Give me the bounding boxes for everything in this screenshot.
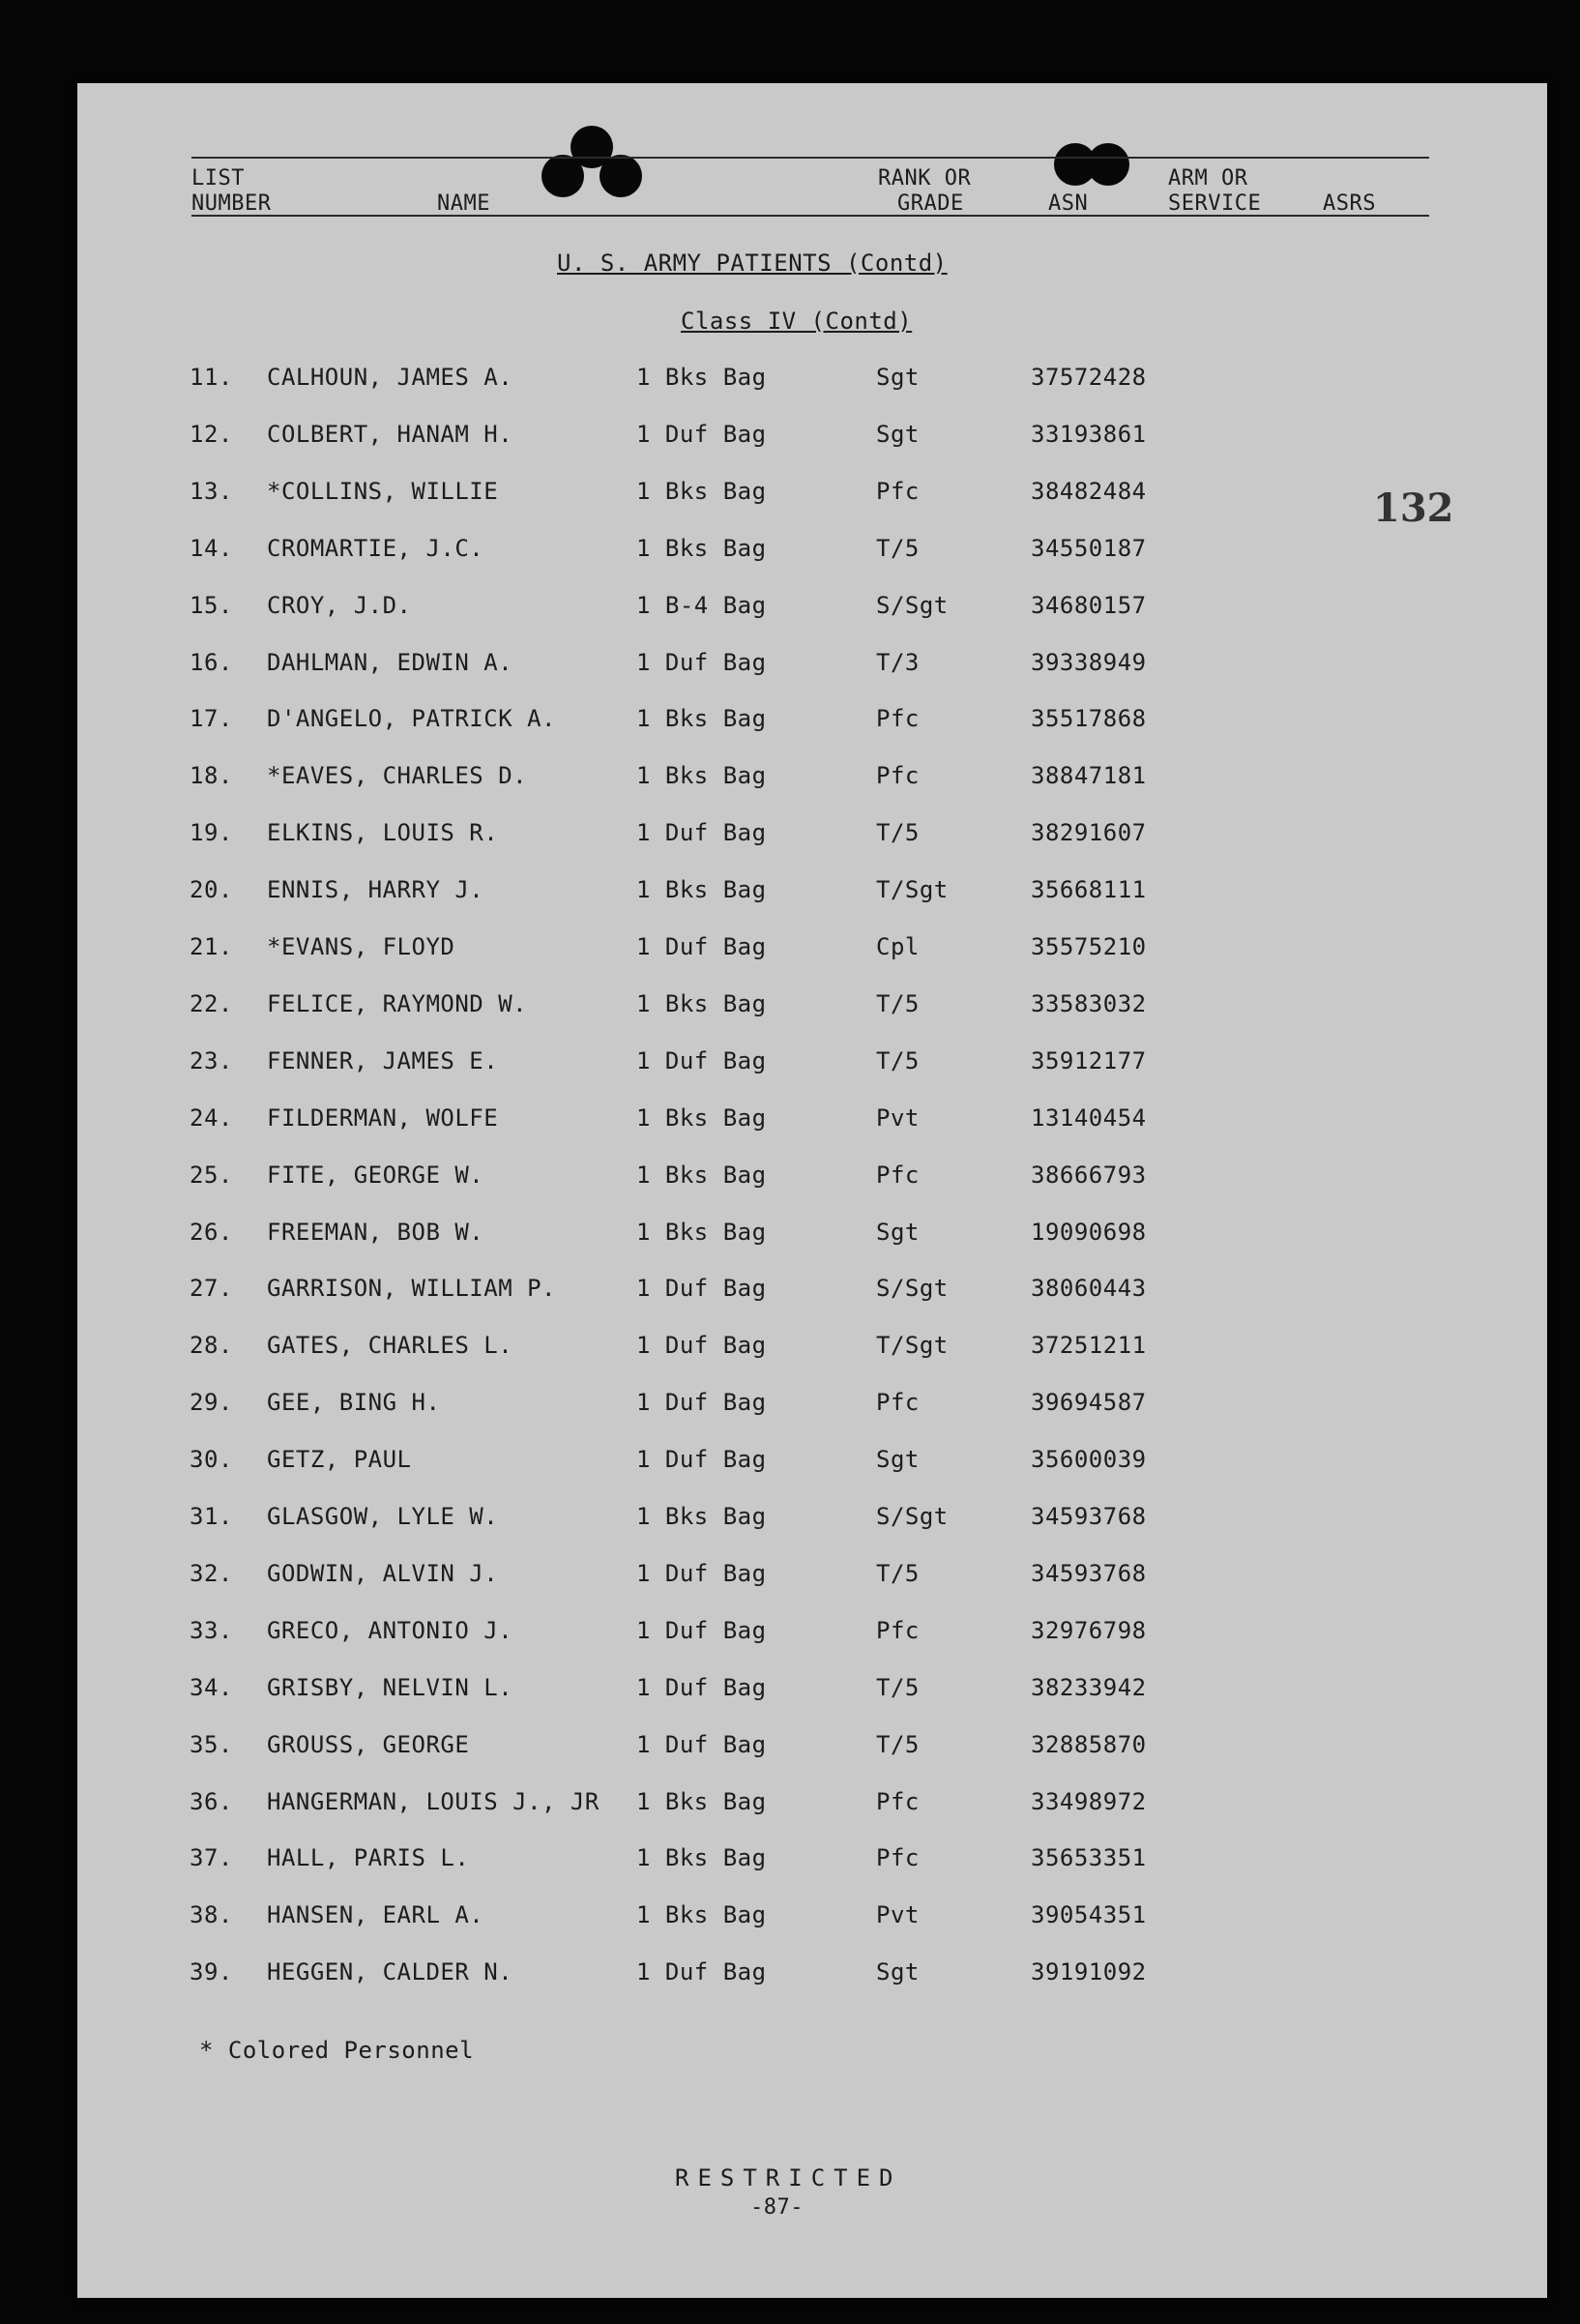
- row-name: HEGGEN, CALDER N.: [267, 1958, 513, 1986]
- table-row: [77, 364, 1547, 402]
- row-name: FENNER, JAMES E.: [267, 1047, 499, 1074]
- row-name: CROMARTIE, J.C.: [267, 535, 484, 562]
- row-rank: Pfc: [876, 1617, 920, 1644]
- row-rank: T/5: [876, 1560, 920, 1587]
- row-asn: 38060443: [1031, 1275, 1147, 1302]
- row-baggage: 1 Bks Bag: [636, 990, 767, 1017]
- row-name: GARRISON, WILLIAM P.: [267, 1275, 556, 1302]
- row-asn: 37572428: [1031, 364, 1147, 391]
- row-baggage: 1 Bks Bag: [636, 1162, 767, 1189]
- row-number: 13.: [190, 478, 233, 505]
- row-name: *COLLINS, WILLIE: [267, 478, 499, 505]
- row-name: FILDERMAN, WOLFE: [267, 1104, 499, 1132]
- page-number: -87-: [750, 2195, 804, 2220]
- row-name: DAHLMAN, EDWIN A.: [267, 649, 513, 676]
- table-row: [77, 1389, 1547, 1427]
- row-rank: T/5: [876, 819, 920, 846]
- row-name: GRECO, ANTONIO J.: [267, 1617, 513, 1644]
- row-name: *EVANS, FLOYD: [267, 933, 455, 960]
- header-arm-label: ARM OR: [1168, 166, 1248, 191]
- table-row: [77, 1731, 1547, 1770]
- row-rank: Sgt: [876, 364, 920, 391]
- row-asn: 33498972: [1031, 1788, 1147, 1815]
- row-baggage: 1 Duf Bag: [636, 1446, 767, 1473]
- row-rank: T/5: [876, 535, 920, 562]
- row-number: 15.: [190, 592, 233, 619]
- row-asn: 35653351: [1031, 1844, 1147, 1871]
- row-number: 36.: [190, 1788, 233, 1815]
- row-rank: S/Sgt: [876, 592, 949, 619]
- row-rank: Pvt: [876, 1104, 920, 1132]
- row-number: 35.: [190, 1731, 233, 1758]
- table-row: [77, 1446, 1547, 1485]
- row-number: 34.: [190, 1674, 233, 1701]
- header-number-label: NUMBER: [191, 191, 272, 216]
- row-baggage: 1 Bks Bag: [636, 762, 767, 789]
- table-row: [77, 1958, 1547, 1997]
- row-asn: 39191092: [1031, 1958, 1147, 1986]
- row-asn: 38291607: [1031, 819, 1147, 846]
- row-rank: Pfc: [876, 762, 920, 789]
- row-baggage: 1 Duf Bag: [636, 1674, 767, 1701]
- row-rank: Pfc: [876, 1162, 920, 1189]
- table-row: [77, 933, 1547, 972]
- row-name: HALL, PARIS L.: [267, 1844, 470, 1871]
- row-asn: 35517868: [1031, 705, 1147, 732]
- row-rank: Pfc: [876, 1788, 920, 1815]
- row-name: GATES, CHARLES L.: [267, 1332, 513, 1359]
- row-name: GRISBY, NELVIN L.: [267, 1674, 513, 1701]
- row-number: 23.: [190, 1047, 233, 1074]
- row-asn: 34680157: [1031, 592, 1147, 619]
- row-baggage: 1 Bks Bag: [636, 364, 767, 391]
- row-baggage: 1 Duf Bag: [636, 1958, 767, 1986]
- row-baggage: 1 Bks Bag: [636, 876, 767, 903]
- row-asn: 35575210: [1031, 933, 1147, 960]
- row-asn: 34593768: [1031, 1503, 1147, 1530]
- row-asn: 38482484: [1031, 478, 1147, 505]
- row-rank: Pfc: [876, 1389, 920, 1416]
- header-service-label: SERVICE: [1168, 191, 1262, 216]
- table-row: [77, 535, 1547, 574]
- row-asn: 13140454: [1031, 1104, 1147, 1132]
- row-number: 17.: [190, 705, 233, 732]
- table-row: [77, 876, 1547, 915]
- row-number: 30.: [190, 1446, 233, 1473]
- row-number: 29.: [190, 1389, 233, 1416]
- row-number: 11.: [190, 364, 233, 391]
- row-asn: 38666793: [1031, 1162, 1147, 1189]
- row-number: 21.: [190, 933, 233, 960]
- header-list-label: LIST: [191, 166, 245, 191]
- row-asn: 38847181: [1031, 762, 1147, 789]
- punch-hole: [1087, 143, 1129, 186]
- row-name: ENNIS, HARRY J.: [267, 876, 484, 903]
- table-row: [77, 1560, 1547, 1599]
- row-number: 12.: [190, 421, 233, 448]
- table-row: [77, 819, 1547, 858]
- table-row: [77, 1275, 1547, 1313]
- section-title: U. S. ARMY PATIENTS (Contd): [557, 250, 948, 277]
- table-row: [77, 1332, 1547, 1370]
- table-row: [77, 649, 1547, 688]
- table-row: [77, 421, 1547, 459]
- header-grade-label: GRADE: [897, 191, 964, 216]
- row-rank: Sgt: [876, 1446, 920, 1473]
- row-asn: 35600039: [1031, 1446, 1147, 1473]
- row-rank: Pfc: [876, 1844, 920, 1871]
- punch-hole: [600, 155, 642, 197]
- row-rank: S/Sgt: [876, 1503, 949, 1530]
- row-asn: 34593768: [1031, 1560, 1147, 1587]
- row-number: 22.: [190, 990, 233, 1017]
- table-row: [77, 1788, 1547, 1827]
- row-name: *EAVES, CHARLES D.: [267, 762, 528, 789]
- row-baggage: 1 Bks Bag: [636, 1219, 767, 1246]
- row-name: GETZ, PAUL: [267, 1446, 412, 1473]
- row-asn: 38233942: [1031, 1674, 1147, 1701]
- row-baggage: 1 Duf Bag: [636, 1047, 767, 1074]
- row-name: GLASGOW, LYLE W.: [267, 1503, 499, 1530]
- row-number: 26.: [190, 1219, 233, 1246]
- row-baggage: 1 B-4 Bag: [636, 592, 767, 619]
- table-row: [77, 1674, 1547, 1713]
- row-number: 19.: [190, 819, 233, 846]
- row-rank: T/5: [876, 1731, 920, 1758]
- row-rank: Sgt: [876, 1219, 920, 1246]
- row-asn: 35912177: [1031, 1047, 1147, 1074]
- table-row: [77, 1162, 1547, 1200]
- row-asn: 32885870: [1031, 1731, 1147, 1758]
- row-baggage: 1 Bks Bag: [636, 478, 767, 505]
- row-name: CALHOUN, JAMES A.: [267, 364, 513, 391]
- row-baggage: 1 Duf Bag: [636, 1617, 767, 1644]
- row-baggage: 1 Bks Bag: [636, 1503, 767, 1530]
- footnote: * Colored Personnel: [199, 2037, 475, 2064]
- row-name: GODWIN, ALVIN J.: [267, 1560, 499, 1587]
- classification-marking: RESTRICTED: [675, 2164, 902, 2192]
- row-number: 28.: [190, 1332, 233, 1359]
- row-number: 27.: [190, 1275, 233, 1302]
- row-asn: 34550187: [1031, 535, 1147, 562]
- row-rank: T/5: [876, 1674, 920, 1701]
- row-number: 32.: [190, 1560, 233, 1587]
- row-asn: 35668111: [1031, 876, 1147, 903]
- table-row: [77, 1047, 1547, 1086]
- row-number: 16.: [190, 649, 233, 676]
- table-row: [77, 762, 1547, 801]
- row-number: 25.: [190, 1162, 233, 1189]
- row-baggage: 1 Duf Bag: [636, 1731, 767, 1758]
- table-row: [77, 1844, 1547, 1883]
- row-asn: 33193861: [1031, 421, 1147, 448]
- row-asn: 39694587: [1031, 1389, 1147, 1416]
- row-rank: Pvt: [876, 1901, 920, 1928]
- row-asn: 37251211: [1031, 1332, 1147, 1359]
- header-asrs-label: ASRS: [1323, 191, 1376, 216]
- row-baggage: 1 Bks Bag: [636, 1104, 767, 1132]
- subsection-title: Class IV (Contd): [681, 308, 913, 335]
- row-baggage: 1 Bks Bag: [636, 535, 767, 562]
- row-baggage: 1 Duf Bag: [636, 649, 767, 676]
- row-rank: T/5: [876, 1047, 920, 1074]
- row-number: 39.: [190, 1958, 233, 1986]
- row-rank: Sgt: [876, 1958, 920, 1986]
- document-page: [77, 83, 1547, 2298]
- row-number: 37.: [190, 1844, 233, 1871]
- row-rank: Cpl: [876, 933, 920, 960]
- row-name: ELKINS, LOUIS R.: [267, 819, 499, 846]
- row-baggage: 1 Bks Bag: [636, 1844, 767, 1871]
- row-name: GROUSS, GEORGE: [267, 1731, 470, 1758]
- row-baggage: 1 Bks Bag: [636, 1788, 767, 1815]
- table-row: [77, 1617, 1547, 1656]
- row-asn: 39054351: [1031, 1901, 1147, 1928]
- row-name: D'ANGELO, PATRICK A.: [267, 705, 556, 732]
- table-row: [77, 705, 1547, 744]
- row-asn: 33583032: [1031, 990, 1147, 1017]
- table-row: [77, 1219, 1547, 1257]
- row-baggage: 1 Duf Bag: [636, 933, 767, 960]
- row-rank: T/Sgt: [876, 876, 949, 903]
- row-rank: S/Sgt: [876, 1275, 949, 1302]
- row-number: 38.: [190, 1901, 233, 1928]
- row-number: 24.: [190, 1104, 233, 1132]
- page-stamp-number: 132: [1373, 485, 1454, 531]
- row-rank: T/Sgt: [876, 1332, 949, 1359]
- row-baggage: 1 Duf Bag: [636, 1275, 767, 1302]
- row-baggage: 1 Duf Bag: [636, 1389, 767, 1416]
- row-name: HANSEN, EARL A.: [267, 1901, 484, 1928]
- row-name: COLBERT, HANAM H.: [267, 421, 513, 448]
- row-rank: T/3: [876, 649, 920, 676]
- row-name: FREEMAN, BOB W.: [267, 1219, 484, 1246]
- row-rank: Sgt: [876, 421, 920, 448]
- row-number: 20.: [190, 876, 233, 903]
- table-row: [77, 990, 1547, 1029]
- row-name: GEE, BING H.: [267, 1389, 441, 1416]
- row-rank: T/5: [876, 990, 920, 1017]
- row-name: FELICE, RAYMOND W.: [267, 990, 528, 1017]
- table-row: [77, 1503, 1547, 1542]
- row-baggage: 1 Duf Bag: [636, 1332, 767, 1359]
- row-name: HANGERMAN, LOUIS J., JR: [267, 1788, 600, 1815]
- row-baggage: 1 Duf Bag: [636, 1560, 767, 1587]
- table-row: [77, 1901, 1547, 1940]
- row-number: 18.: [190, 762, 233, 789]
- row-asn: 39338949: [1031, 649, 1147, 676]
- table-row: [77, 1104, 1547, 1143]
- row-number: 33.: [190, 1617, 233, 1644]
- row-asn: 19090698: [1031, 1219, 1147, 1246]
- row-rank: Pfc: [876, 478, 920, 505]
- header-asn-label: ASN: [1048, 191, 1089, 216]
- row-baggage: 1 Duf Bag: [636, 421, 767, 448]
- header-name-label: NAME: [437, 191, 490, 216]
- row-name: CROY, J.D.: [267, 592, 412, 619]
- row-rank: Pfc: [876, 705, 920, 732]
- row-baggage: 1 Bks Bag: [636, 705, 767, 732]
- row-number: 31.: [190, 1503, 233, 1530]
- row-baggage: 1 Bks Bag: [636, 1901, 767, 1928]
- header-rank-label: RANK OR: [878, 166, 972, 191]
- header-top-rule: [191, 157, 1429, 159]
- row-number: 14.: [190, 535, 233, 562]
- row-asn: 32976798: [1031, 1617, 1147, 1644]
- table-row: [77, 592, 1547, 631]
- row-baggage: 1 Duf Bag: [636, 819, 767, 846]
- table-row: [77, 478, 1547, 516]
- row-name: FITE, GEORGE W.: [267, 1162, 484, 1189]
